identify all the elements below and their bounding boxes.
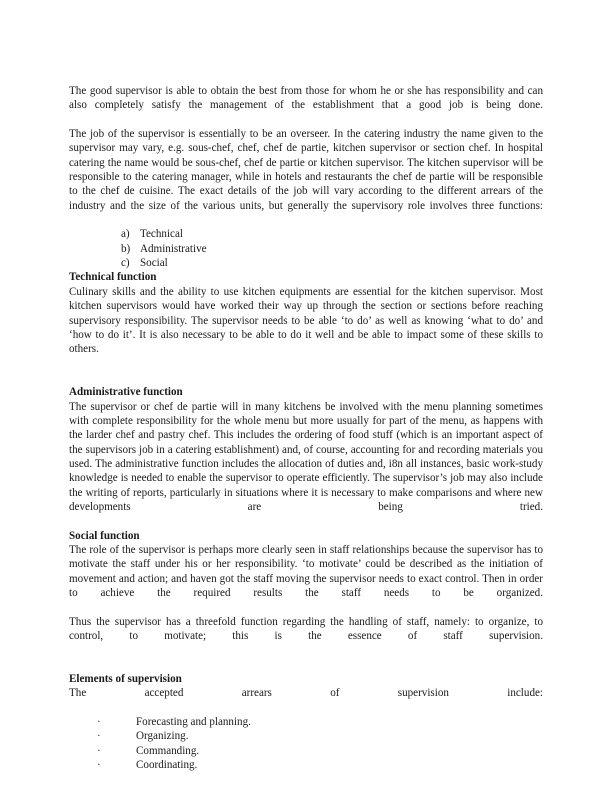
list-item (69, 227, 543, 241)
paragraph-social-function: The role of the supervisor is perhaps more clearly seen in staff relationships because the supervisor has to motivate the staff under his or her responsibility. ‘to motivate’ could be described as the initiation of movement and action; and haven got the staff moving the supervisor needs to exact control. Then in order to achieve the required results the staff needs to be organized. (69, 544, 543, 600)
paragraph-technical-function: Culinary skills and the ability to use kitchen equipments are essential for the kitchen supervisor. Most kitchen supervisors would have worked their way up through the section or sections before reaching supervisory responsibility. The supervisor needs to be able ‘to do’ as well as knowing ‘what to do’ and ‘how to do it’. It is also necessary to be able to do it well and be able to impact some of these skills to others. (69, 285, 543, 356)
list-item (69, 242, 543, 256)
heading-administrative-function: Administrative function (69, 386, 183, 399)
paragraph-intro: The good supervisor is able to obtain the best from those for whom he or she has responsibility and can also completely satisfy the management of the establishment that a good job is being done. (69, 85, 543, 112)
list-item (69, 758, 543, 772)
paragraph-job-of-supervisor: The job of the supervisor is essentially to be an overseer. In the catering industry the name given to the supervisor may vary, e.g. sous-chef, chef, chef de partie, kitchen supervisor or section chef. In hospital catering the name would be sous-chef, chef de partie or kitchen supervisor. The kitchen supervisor will be responsible to the catering manager, while in hotels and restaurants the chef de partie will be responsible to the chef de cuisine. The exact details of the job will vary according to the different arrears of the industry and the size of the various units, but generally the supervisory role involves three functions: (69, 128, 543, 212)
list-item (69, 729, 543, 743)
list-item-label: Administrative (140, 242, 207, 255)
document-text-column (69, 84, 543, 773)
heading-social-function: Social function (69, 529, 140, 542)
heading-elements-of-supervision: Elements of supervision (69, 673, 182, 686)
list-item (69, 256, 543, 270)
list-elements-of-supervision (69, 715, 543, 772)
list-marker: a) (121, 228, 130, 241)
list-marker: c) (121, 257, 130, 270)
list-item-label: Organizing. (136, 730, 189, 743)
paragraph-administrative-function: The supervisor or chef de partie will in many kitchens be involved with the menu planning sometimes with complete responsibility for the whole menu but more usually for part of the menu, as happens with the larder chef and pastry chef. This includes the ordering of food stuff (which is an important aspect of the supervisors job in a catering establishment) and, of course, accounting for and recording materials you used. The administrative function includes the allocation of duties and, i8n all instances, basic work-study knowledge is needed to enable the supervisor to operate efficiently. The supervisor’s job may also include the writing of reports, particularly in situations where it is necessary to make comparisons and where new developments are being tried. (69, 400, 543, 513)
paragraph-spacer (69, 658, 543, 672)
bullet-dot-icon: · (97, 730, 101, 743)
bullet-dot-icon: · (97, 744, 101, 757)
list-item-label: Social (140, 257, 168, 270)
bullet-dot-icon: · (97, 716, 101, 729)
list-item (69, 744, 543, 758)
bullet-dot-icon: · (97, 759, 101, 772)
paragraph-spacer (69, 371, 543, 385)
paragraph-threefold-function: Thus the supervisor has a threefold function regarding the handling of staff, namely: to organize, to control, to motivate; this is the essence of staff supervision. (69, 615, 543, 643)
list-item-label: Commanding. (136, 744, 200, 757)
list-item-label: Forecasting and planning. (136, 716, 251, 729)
list-item (69, 715, 543, 729)
list-item-label: Coordinating. (136, 759, 198, 772)
heading-technical-function: Technical function (69, 271, 157, 284)
list-marker: b) (121, 242, 131, 255)
paragraph-accepted-arrears: The accepted arrears of supervision include: (69, 687, 543, 700)
list-supervisory-functions (69, 227, 543, 270)
list-item-label: Technical (140, 228, 183, 241)
